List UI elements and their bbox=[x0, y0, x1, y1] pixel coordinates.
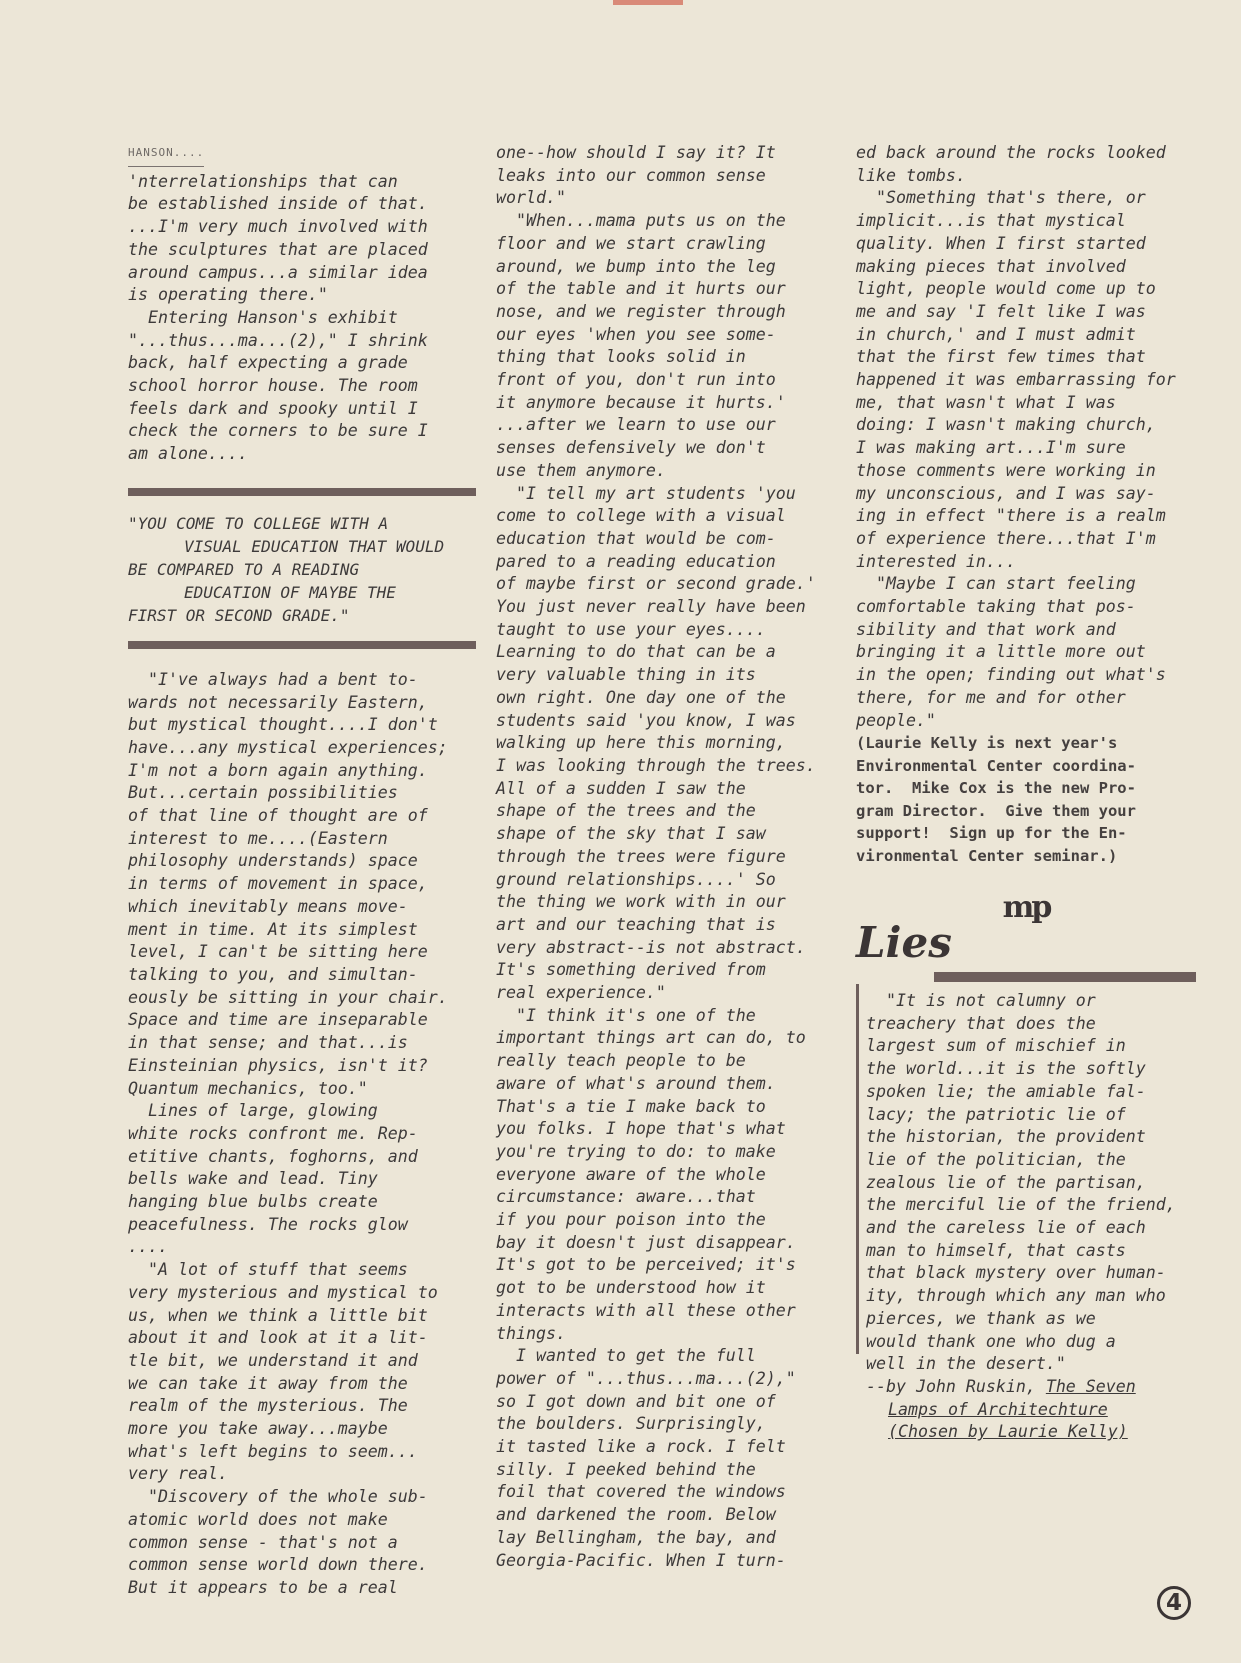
column-middle bbox=[496, 142, 864, 1572]
lies-byline: --by John Ruskin, The Seven bbox=[866, 1376, 1136, 1396]
column-right bbox=[856, 142, 1196, 1444]
author-initials: mp bbox=[1002, 890, 1050, 926]
editor-note: (Laurie Kelly is next year's Environmental Center coordina- tor. Mike Cox is the new Pro- gram Director. Give them your support! Sign up for the En- vironmental Center seminar.) bbox=[856, 734, 1136, 865]
book-title-line2: Lamps of Architechture bbox=[888, 1399, 1108, 1419]
paragraph: "When...mama puts us on the floor and we start crawling around, we bump into the leg of the table and it hurts our nose, and we register through our eyes 'when you see some- thing that looks solid in front of you, don't run into it anymore because it hurts.' ...after we learn to use our senses defensively we don't use them anymore. bbox=[496, 211, 786, 480]
lies-heading-rule bbox=[934, 972, 1196, 982]
pull-quote bbox=[128, 488, 476, 649]
lies-quote-text: "It is not calumny or treachery that does the largest sum of mischief in the world...it is the softly spoken lie; the amiable fal- lacy; the patriotic lie of the historian, the provident lie of the politician, the zealous lie of the partisan, the merciful lie of the friend, and the careless lie of each man to himself, that casts that black mystery over human- ity, through which any man who pierces, we thank as we would thank one who dug a well in the desert." bbox=[866, 990, 1176, 1374]
paragraph: one--how should I say it? It leaks into our common sense world." bbox=[496, 143, 776, 208]
page-number: 4 bbox=[1157, 1586, 1191, 1620]
lies-heading: Lies bbox=[856, 917, 952, 967]
paragraph: "I think it's one of the important things art can do, to really teach people to be aware of what's around them. That's a tie I make back to you folks. I hope that's what you're trying to do: to make everyone aware of the whole circumstance: aware...that if you pour poison into the bay it doesn't just disappear. It's got to be perceived; it's got to be understood how it interacts with all these other things. bbox=[496, 1005, 806, 1343]
lies-sidebar bbox=[856, 917, 1196, 1444]
pull-quote-bottom-rule bbox=[128, 641, 476, 649]
column-left bbox=[128, 142, 476, 1600]
paragraph: 'nterrelationships that can be established inside of that. ...I'm very much involved with the sculptures that are placed around campus...a similar idea is operating there." bbox=[128, 171, 428, 305]
paragraph: "Maybe I can start feeling comfortable taking that pos- sibility and that work and bringing it a little more out in the open; finding out what's there, for me and for other people." bbox=[856, 574, 1166, 730]
paragraph: I wanted to get the full power of "...thus...ma...(2)," so I got down and bit one of the boulders. Surprisingly, it tasted like a rock. I felt silly. I peeked behind the foil that covered the windows and darkened the room. Below lay Bellingham, the bay, and Georgia-Pacific. When I turn- bbox=[496, 1346, 796, 1570]
paragraph: "A lot of stuff that seems very mysterious and mystical to us, when we think a little bit about it and look at it a lit- tle bit, we understand it and we can take it away from the realm of the mysterious. The more you take away...maybe what's left begins to seem... very real. bbox=[128, 1260, 438, 1484]
lies-left-rule bbox=[856, 984, 859, 1354]
paragraph: "Something that's there, or implicit...is that mystical quality. When I first started making pieces that involved light, people would come up to me and say 'I felt like I was in church,' and I must admit that the first few times that happened it was embarrassing for me, that wasn't what I was doing: I wasn't making church, I was making art...I'm sure those comments were working in my unconscious, and I was say- ing in effect "there is a realm of experience there...that I'm interested in... bbox=[856, 188, 1176, 571]
chosen-by: (Chosen by Laurie Kelly) bbox=[888, 1422, 1128, 1442]
top-color-mark bbox=[613, 0, 683, 5]
pull-quote-top-rule bbox=[128, 488, 476, 496]
paragraph: Lines of large, glowing white rocks confront me. Rep- etitive chants, foghorns, and bells wake and lead. Tiny hanging blue bulbs create peacefulness. The rocks glow .... bbox=[128, 1101, 418, 1257]
book-title-line1: The Seven bbox=[1045, 1376, 1136, 1396]
lies-heading-row bbox=[856, 917, 1196, 990]
paragraph: Entering Hanson's exhibit "...thus...ma...(2)," I shrink back, half expecting a grade school horror house. The room feels dark and spooky until I check the corners to be sure I am alone.... bbox=[128, 307, 428, 464]
paragraph: "I tell my art students 'you come to college with a visual education that would be com- pared to a reading education of maybe first or second grade.' You just never really have been taught to use your eyes.... Learning to do that can be a very valuable thing in its own right. One day one of the students said 'you know, I was walking up here this morning, I was looking through the trees. All of a sudden I saw the shape of the trees and the shape of the sky that I saw through the trees were figure ground relationships....' So the thing we work with in our art and our teaching that is very abstract--is not abstract. It's something derived from real experience." bbox=[496, 483, 816, 1003]
continued-header: HANSON.... bbox=[128, 142, 476, 167]
paragraph: ed back around the rocks looked like tombs. bbox=[856, 143, 1166, 185]
pull-quote-text: "YOU COME TO COLLEGE WITH A VISUAL EDUCATION THAT WOULD BE COMPARED TO A READING EDUCATION OF MAYBE THE FIRST OR SECOND GRADE." bbox=[128, 513, 445, 625]
lies-quote bbox=[856, 990, 1196, 1444]
paragraph: "Discovery of the whole sub- atomic world does not make common sense - that's not a common sense world down there. But it appears to be a real bbox=[128, 1487, 428, 1597]
paragraph: "I've always had a bent to- wards not necessarily Eastern, but mystical thought....I don't have...any mystical experiences; I'm not a born again anything. But...certain possibilities of that line of thought are of interest to me....(Eastern philosophy understands) space in terms of movement in space, which inevitably means move- ment in time. At its simplest level, I can't be sitting here talking to you, and simultan- eously be sitting in your chair. Space and time are inseparable in that sense; and that...is Einsteinian physics, isn't it? Quantum mechanics, too." bbox=[128, 669, 448, 1098]
lies-byline-cont bbox=[866, 1399, 1196, 1422]
